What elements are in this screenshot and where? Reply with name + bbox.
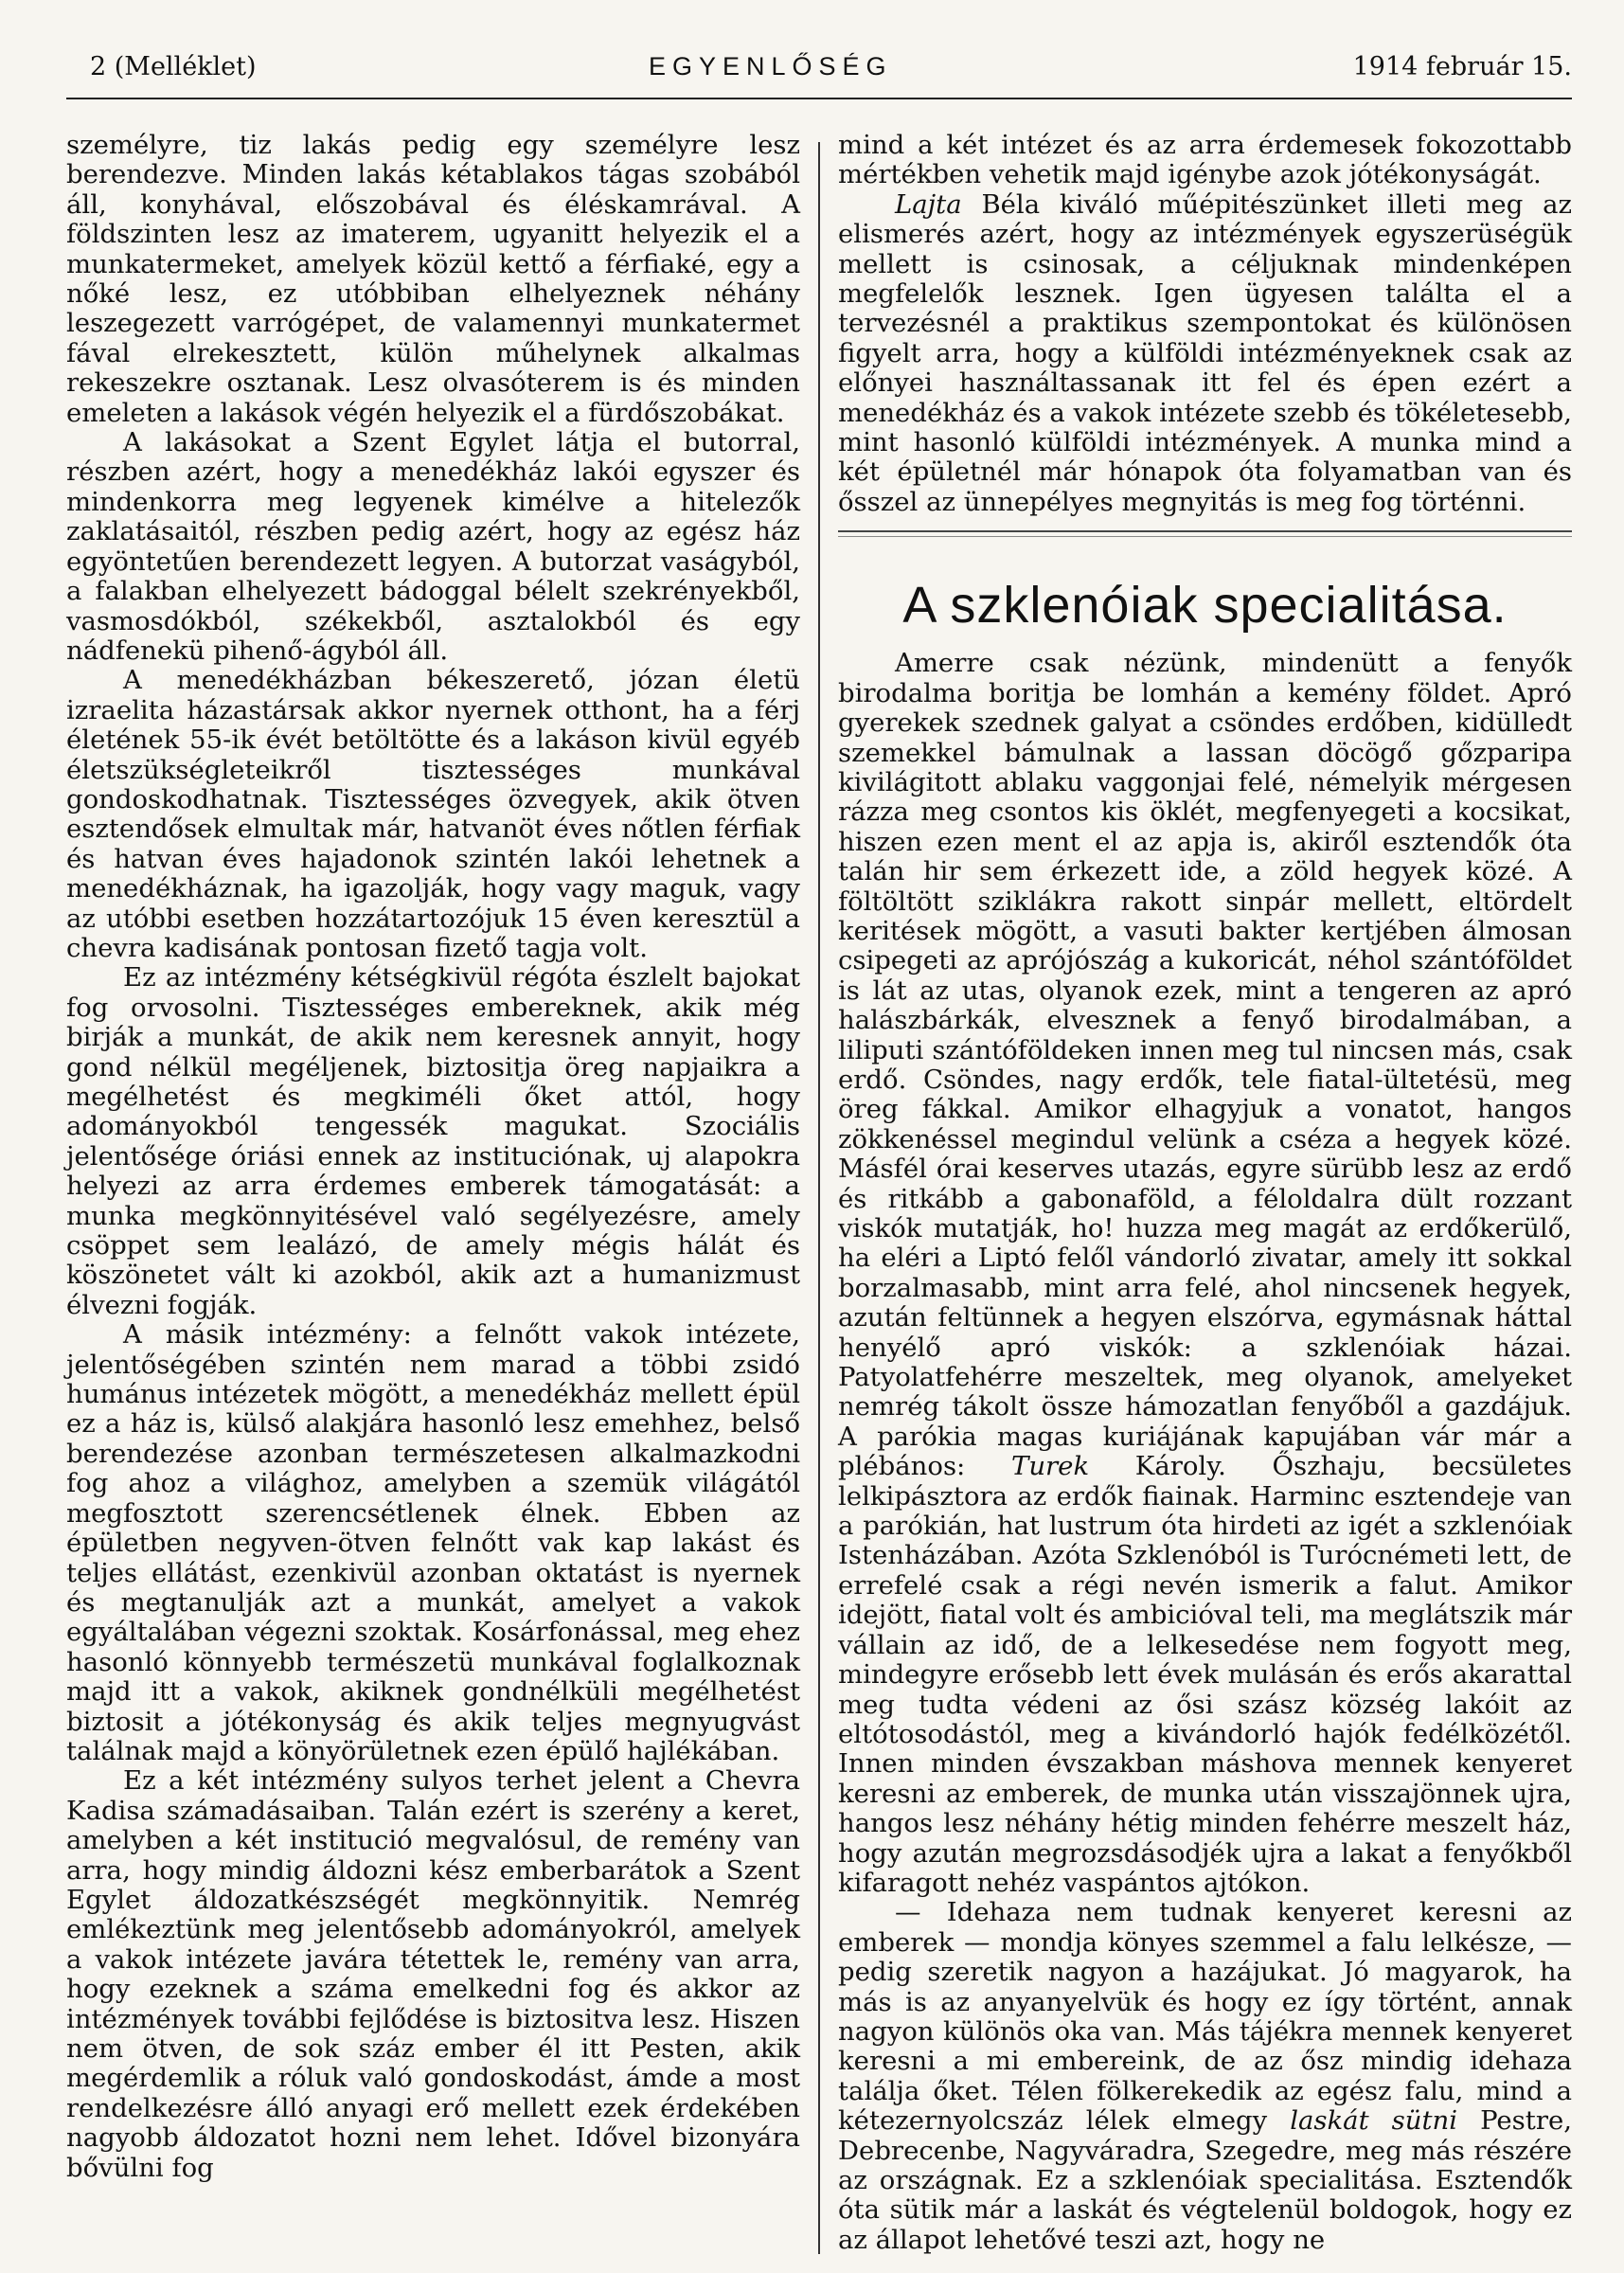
header-rule	[66, 98, 1572, 99]
section-rule	[838, 530, 1572, 532]
paragraph: A menedékházban békeszerető, józan életü izraelita házastársak akkor nyernek otthont, ha a férj életének 55-ik évét betöltötte és a lakáson kivül egyéb életszükségleteikről tisztességes munkával gondoskodhatnak. Tisztességes özvegyek, akik ötven esztendősek elmultak már, hatvanöt éves nőtlen férfiak és hatvan éves hajadonok szintén lakói lehetnek a menedékháznak, ha igazolják, hogy vagy maguk, vagy az utóbbi esetben hozzátartozójuk 15 éven keresztül a chevra kadisának pontosan fizető tagja volt.	[66, 665, 800, 963]
italic-phrase: laskát sütni	[1290, 2105, 1458, 2137]
paragraph: Ez az intézmény kétségkivül régóta észlelt bajokat fog orvosolni. Tisztességes embereknek, akik még birják a munkát, de akik nem keresnek annyit, hogy gond nélkül megéljenek, biztositja öreg napjaikra a megélhetést és megkiméli őket attól, hogy adományokból tengessék magukat. Szociális jelentősége óriási ennek az instituciónak, uj alapokra helyezi az arra érdemes emberek támogatását: a munka megkönnyitésével való segélyezésre, amely csöppet sem lealázó, de amely mégis hálát és köszönetet vált ki azokból, akik azt a humanizmust élvezni fogják.	[66, 962, 800, 1320]
issue-date: 1914 február 15.	[1352, 52, 1572, 81]
paragraph: személyre, tiz lakás pedig egy személyre lesz berendezve. Minden lakás kétablakos tágas szobából áll, konyhával, előszobával és éléskamrával. A földszinten lesz az imaterem, ugyanitt helyezik el a munkatermeket, amelyek közül kettő a férfiaké, egy a nőké lesz, ez utóbbiban elhelyeznek néhány leszegezett varrógépet, de valamennyi munkatermet fával elrekesztett, külön műhelynek alkalmas rekeszekre osztanak. Lesz olvasóterem is és minden emeleten a lakások végén helyezik el a fürdőszobákat.	[66, 130, 800, 428]
article-text: — Idehaza nem tudnak kenyeret keresni az emberek — mondja könyes szemmel a falu lelkésze, — pedig szeretik nagyon a hazájukat. Jó magyarok, ha más is az anyanyelvük és hogy ez így történt, annak nagyon különös oka van. Más tájékra mennek kenyeret keresni a mi embereink, de az ősz mindig idehaza találja őket. Télen fölkerekedik az egész falu, mind a kétezernyolcszáz lélek elmegy	[838, 1897, 1572, 2137]
paragraph: Ez a két intézmény sulyos terhet jelent a Chevra Kadisa számadásaiban. Talán ezért is szerény a keret, amelyben a két institució megvalósul, de remény van arra, hogy mindig áldozni kész emberbarátok a Szent Egylet áldozatkészségét megkönnyitik. Nemrég emlékeztünk meg jelentősebb adományokról, amelyek a vakok intézete javára tétettek le, remény van arra, hogy ezeknek a száma emelkedni fog és akkor az intézmények további fejlődése is biztositva lesz. Hiszen nem ötven, de sok száz ember él itt Pesten, akik megérdemlik a róluk való gondoskodást, ámde a most rendelkezésre álló anyagi erő mellett ezek érdekében nagyobb áldozatot hozni nem lehet. Idővel bizonyára bővülni fog	[66, 1765, 800, 2183]
article-title: A szklenóiak specialitása.	[902, 577, 1508, 635]
paragraph	[838, 190, 1572, 517]
article-text: Pestre, Debrecenbe, Nagyváradra, Szegedre, meg más részére az országnak. Ez a szklenóiak specialitása. Esztendők óta sütik már a laskát és végtelenül boldogok, hogy ez az állapot lehetővé teszi azt, hogy ne	[838, 2105, 1572, 2255]
paragraph	[838, 649, 1572, 1898]
architect-name: Lajta	[895, 188, 962, 220]
paragraph: A lakásokat a Szent Egylet látja el butorral, részben azért, hogy a menedékház lakói egyszer és mindenkorra meg legyenek kimélve a hitelezők zaklatásaitól, részben pedig azért, hogy az egész ház egyöntetűen berendezett legyen. A butorzat vaságyból, a falakban elhelyezett bádoggal bélelt szekrényekből, vasmosdókból, székekből, asztalokból és egy nádfenekü pihenő-ágyból áll.	[66, 427, 800, 666]
paragraph	[838, 1898, 1572, 2255]
right-column	[838, 131, 1572, 2255]
article-text: Károly. Őszhaju, becsületes lelkipásztora az erdők fiainak. Harminc esztendeje van a parókián, hat lustrum óta hirdeti az igét a szklenóiak Istenházában. Azóta Szklenóból is Turócnémeti lett, de errefelé csak a régi nevén ismerik a falut. Amikor idejött, fiatal volt és ambicióval teli, ma meglátszik már vállain az idő, de a lelkesedése nem fogyott meg, mindegyre erősebb lett évek mulásán és erős akarattal meg tudta védeni az ősi szász község lakóit az eltótosodástól, meg a kivándorló hajók fedélközétől. Innen minden évszakban máshova mennek kenyeret keresni az emberek, de munka után visszajönnek ujra, hangos lesz néhány hétig minden fehérre meszelt ház, hogy azután megrozsdásodjék ujra a lakat a fenyőkből kifaragott nehéz vaspántos ajtókon.	[838, 1451, 1572, 1898]
column-divider	[818, 142, 820, 2254]
page-header	[90, 52, 1572, 90]
architect-text: Béla kiváló műépitészünket illeti meg az elismerés azért, hogy az intézmények egyszerüségük mellett is csinosak, a céljuknak mindenképen megfelelők lesznek. Igen ügyesen találta el a tervezésnél a praktikus szempontokat és különösen figyelt arra, hogy a külföldi intézményeknek csak az előnyei használtassanak itt fel és épen ezért a menedékház és a vakok intézete szebb és tökéletesebb, mint hasonló külföldi intézmények. A munka mind a két épületnél már hónapok óta folyamatban van és ősszel az ünnepélyes megnyitás is meg fog történni.	[838, 188, 1572, 517]
newspaper-title: EGYENLŐSÉG	[649, 52, 893, 81]
page-number: 2 (Melléklet)	[90, 52, 257, 81]
paragraph: A másik intézmény: a felnőtt vakok intézete, jelentőségében szintén nem marad a többi zsidó humánus intézetek mögött, a menedékház mellett épül ez a ház is, külső alakjára hasonló lesz emehhez, belső berendezése azonban természetesen alkalmazkodni fog ahoz a világhoz, amelyben a szemük világától megfosztott szerencsétlenek élnek. Ebben az épületben negyven-ötven felnőtt vak kap lakást és teljes ellátást, ezenkivül azonban oktatást is nyernek és megtanulják azt a munkát, amelyet a vakok egyáltalában végezni szoktak. Kosárfonással, meg ehez hasonló könnyebb természetü munkával foglalkoznak majd itt a vakok, akiknek gondnélküli megélhetést biztosit a jótékonyság és akik teljes megnyugvást találnak majd a könyörületnek ezen épülő hajlékában.	[66, 1319, 800, 1766]
priest-name: Turek	[1010, 1451, 1090, 1482]
paragraph: mind a két intézet és az arra érdemesek fokozottabb mértékben vehetik majd igénybe azok jótékonyságát.	[838, 130, 1572, 190]
article-text: Amerre csak nézünk, mindenütt a fenyők birodalma boritja be lomhán a kemény földet. Apró gyerekek szednek galyat a csöndes erdőben, kidülledt szemekkel bámulnak a lassan döcögő gőzparipa kivilágitott ablaku vaggonjai felé, némelyik mérgesen rázza meg csontos kis öklét, megfenyegeti a kocsikat, hiszen ezen ment el az apja is, akiről esztendők óta talán hir sem érkezett ide, a zöld hegyek közé. A föltöltött sziklákra rakott sinpár mellett, eltördelt keritések mögött, a vasuti bakter kertjében álmosan csipegeti az aprójószág a kukoricát, néhol szántóföldet is lát az utas, olyanok ezek, mint a tengeren az apró halászbárkák, elvesznek a fenyő birodalmában, a liliputi szántóföldeken innen meg tul nincsen más, csak erdő. Csöndes, nagy erdők, tele fiatal-ültetésü, meg öreg fákkal. Amikor elhagyjuk a vonatot, hangos zökkenéssel megindul velünk a cséza a hegyek közé. Másfél órai keserves utazás, egyre sürübb lesz az erdő és ritkább a gabonaföld, a féloldalra dült rozzant viskók mutatják, ho! huzza meg magát az erdőkerülő, ha eléri a Liptó felől vándorló zivatar, amely itt sokkal borzalmasabb, mint arra felé, ahol nincsenek hegyek, azután feltünnek a hegyen elszórva, egymásnak háttal henyélő apró viskók: a szklenóiak házai. Patyolatfehérre meszeltek, meg olyanok, amelyeket nemrég tákolt össze hámozatlan fenyőből a gazdájuk. A parókia magas kuriájának kapujában vár már a plébános:	[838, 648, 1572, 1482]
section-rule-thin	[838, 536, 1572, 537]
left-column	[66, 131, 800, 2183]
